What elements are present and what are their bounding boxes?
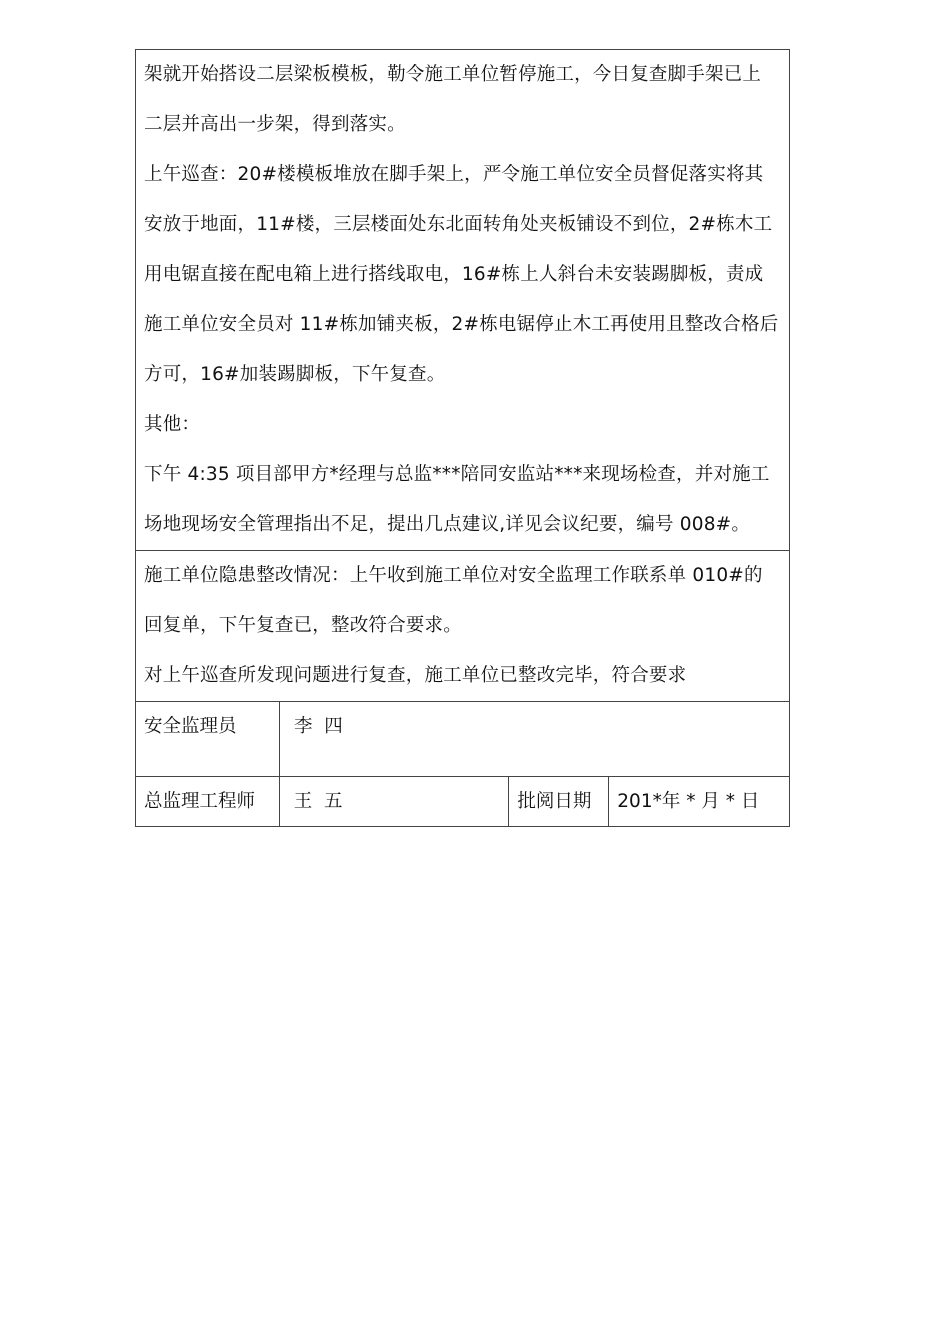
chief-engineer-name: 王 五 [279,776,510,827]
rectification-section [135,550,790,702]
record-line: 架就开始搭设二层梁板模板，勒令施工单位暂停施工，今日复查脚手架已上 [144,64,762,85]
safety-supervisor-name: 李 四 [279,701,790,777]
supervision-log-table [135,49,790,827]
safety-supervisor-row [135,701,790,777]
record-line: 安放于地面，11#楼，三层楼面处东北面转角处夹板铺设不到位，2#栋木工 [144,214,773,235]
record-line: 用电锯直接在配电箱上进行搭线取电，16#栋上人斜台未安装踢脚板，责成 [144,264,764,285]
rectification-line: 施工单位隐患整改情况：上午收到施工单位对安全监理工作联系单 010#的 [144,565,763,586]
review-date-value: 201*年 * 月 * 日 [608,776,790,827]
chief-engineer-label: 总监理工程师 [135,776,280,827]
rectification-line: 对上午巡查所发现问题进行复查，施工单位已整改完毕，符合要求 [144,665,687,686]
record-line: 其他： [144,414,201,435]
record-line: 场地现场安全管理指出不足，提出几点建议,详见会议纪要，编号 008#。 [144,514,751,535]
safety-supervisor-label: 安全监理员 [135,701,280,777]
inspection-record-section [135,49,790,551]
rectification-line: 回复单，下午复查已，整改符合要求。 [144,615,462,636]
review-date-label: 批阅日期 [508,776,609,827]
chief-engineer-row [135,776,790,827]
record-line: 方可，16#加装踢脚板，下午复查。 [144,364,446,385]
record-line: 施工单位安全员对 11#栋加铺夹板，2#栋电锯停止木工再使用且整改合格后 [144,314,779,335]
record-line: 下午 4:35 项目部甲方*经理与总监***陪同安监站***来现场检查，并对施工 [144,464,770,485]
record-line: 二层并高出一步架，得到落实。 [144,114,406,135]
record-line: 上午巡查：20#楼模板堆放在脚手架上，严令施工单位安全员督促落实将其 [144,164,764,185]
